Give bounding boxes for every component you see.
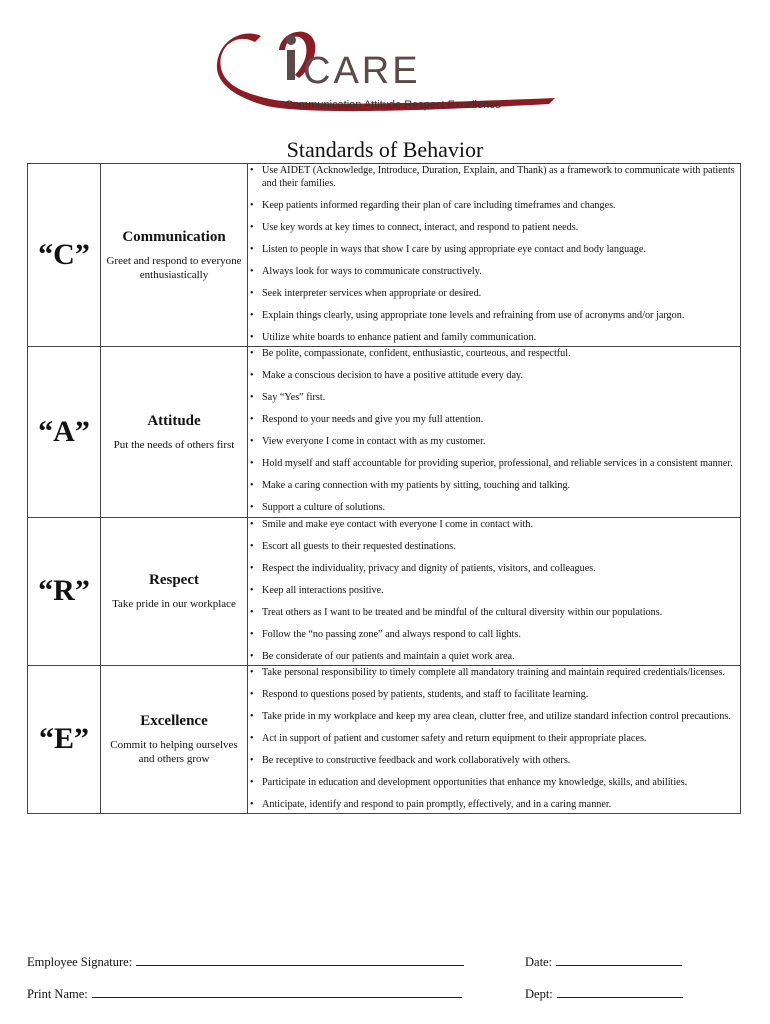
behavior-list (248, 666, 740, 811)
section-row (28, 347, 741, 517)
behavior-item: • Escort all guests to their requested destinations. (262, 540, 740, 553)
behavior-item: • Keep all interactions positive. (262, 584, 740, 597)
logo-tagline: Communication Attitude Respect Excellence (285, 99, 501, 111)
behavior-item: • Explain things clearly, using appropriate tone levels and refraining from use of acronyms and/or jargon. (262, 309, 740, 322)
behavior-item: • Be receptive to constructive feedback and work collaboratively with others. (262, 754, 740, 767)
logo-wordmark: CARE (303, 50, 421, 92)
page-title: Standards of Behavior (286, 137, 484, 162)
behavior-item: • Smile and make eye contact with everyone I come in contact with. (262, 518, 740, 531)
behavior-item: • Act in support of patient and customer safety and return equipment to their appropriate places. (262, 732, 740, 745)
section-row (28, 665, 741, 813)
section-items (248, 164, 741, 347)
behavior-item: • Always look for ways to communicate constructively. (262, 265, 740, 278)
dept-row (525, 986, 683, 1002)
section-name: Attitude (147, 412, 201, 429)
employee-signature-row (27, 954, 464, 970)
section-items (248, 347, 741, 517)
section-row (28, 164, 741, 347)
section-name: Communication (122, 228, 226, 245)
section-items (248, 665, 741, 813)
behavior-item: • Utilize white boards to enhance patient and family communication. (262, 331, 740, 344)
behavior-item: • Listen to people in ways that show I care by using appropriate eye contact and body language. (262, 243, 740, 256)
section-description: Take pride in our workplace (112, 597, 236, 610)
behavior-item: • Participate in education and development opportunities that enhance my knowledge, skills, and abilities. (262, 776, 740, 789)
behavior-item: • Keep patients informed regarding their plan of care including timeframes and changes. (262, 199, 740, 212)
behavior-item: • Make a caring connection with my patients by sitting, touching and talking. (262, 479, 740, 492)
behavior-item: • Take pride in my workplace and keep my area clean, clutter free, and utilize standard infection control precautions. (262, 710, 740, 723)
print-name-row (27, 986, 462, 1002)
behavior-item: • Be polite, compassionate, confident, enthusiastic, courteous, and respectful. (262, 347, 740, 360)
print-name-label: Print Name: (27, 987, 88, 1001)
section-category (101, 665, 248, 813)
standards-table (27, 163, 741, 814)
section-row (28, 517, 741, 665)
behavior-item: • Support a culture of solutions. (262, 501, 740, 514)
behavior-item: • Seek interpreter services when appropriate or desired. (262, 287, 740, 300)
behavior-item: • Take personal responsibility to timely complete all mandatory training and maintain required credentials/licenses. (262, 666, 740, 679)
behavior-item: • Respond to your needs and give you my full attention. (262, 413, 740, 426)
dept-field[interactable] (557, 986, 683, 998)
section-description: Put the needs of others first (113, 438, 235, 451)
behavior-list (248, 518, 740, 663)
section-letter: “R” (28, 517, 101, 665)
behavior-list (248, 347, 740, 514)
section-letter: “A” (28, 347, 101, 517)
behavior-item: • Respect the individuality, privacy and dignity of patients, visitors, and colleagues. (262, 562, 740, 575)
behavior-item: • Follow the “no passing zone” and always respond to call lights. (262, 628, 740, 641)
print-name-field[interactable] (92, 986, 462, 998)
behavior-list (248, 164, 740, 344)
section-category (101, 347, 248, 517)
behavior-item: • View everyone I come in contact with as my customer. (262, 435, 740, 448)
section-letter: “E” (28, 665, 101, 813)
section-items (248, 517, 741, 665)
behavior-item: • Anticipate, identify and respond to pain promptly, effectively, and in a caring manner. (262, 798, 740, 811)
behavior-item: • Make a conscious decision to have a positive attitude every day. (262, 369, 740, 382)
section-name: Excellence (140, 712, 208, 729)
behavior-item: • Hold myself and staff accountable for providing superior, professional, and reliable services in a consistent manner. (262, 457, 740, 470)
behavior-item: • Respond to questions posed by patients, students, and staff to facilitate learning. (262, 688, 740, 701)
behavior-item: • Use AIDET (Acknowledge, Introduce, Duration, Explain, and Thank) as a framework to communicate with patients and their families. (262, 164, 740, 191)
behavior-item: • Use key words at key times to connect, interact, and respond to patient needs. (262, 221, 740, 234)
employee-signature-label: Employee Signature: (27, 955, 133, 969)
dept-label: Dept: (525, 987, 553, 1001)
behavior-item: • Say “Yes” first. (262, 391, 740, 404)
employee-signature-field[interactable] (136, 954, 464, 966)
section-category (101, 164, 248, 347)
date-row (525, 954, 682, 970)
section-category (101, 517, 248, 665)
section-name: Respect (149, 571, 199, 588)
behavior-item: • Be considerate of our patients and maintain a quiet work area. (262, 650, 740, 663)
section-description: Commit to helping ourselves and others grow (110, 738, 238, 765)
section-letter: “C” (28, 164, 101, 347)
date-label: Date: (525, 955, 553, 969)
section-description: Greet and respond to everyone enthusiastically (106, 254, 242, 281)
date-field[interactable] (556, 954, 682, 966)
behavior-item: • Treat others as I want to be treated and be mindful of the cultural diversity within our populations. (262, 606, 740, 619)
icare-logo (215, 20, 560, 120)
